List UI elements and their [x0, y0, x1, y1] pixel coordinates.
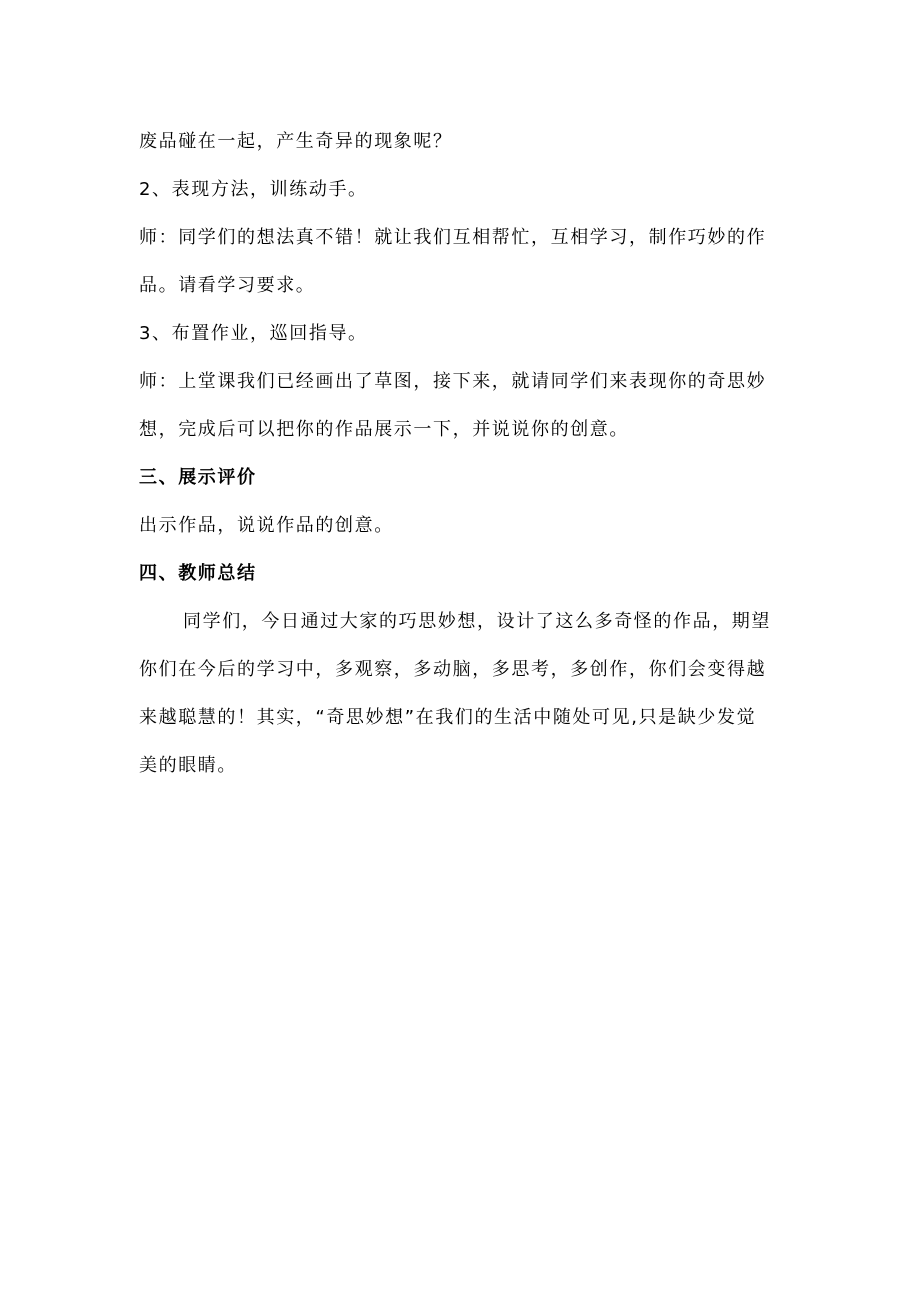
paragraph-line: 废品碰在一起，产生奇异的现象呢？ [139, 131, 453, 152]
paragraph-line: 想，完成后可以把你的作品展示一下，并说说你的创意。 [139, 419, 629, 440]
step-heading: 3、布置作业，巡回指导。 [139, 323, 368, 344]
step-heading: 2、表现方法，训练动手。 [139, 179, 368, 200]
section-heading: 三、展示评价 [139, 467, 257, 488]
paragraph-line: 来越聪慧的！其实，“奇思妙想”在我们的生活中随处可见,只是缺少发觉 [139, 707, 757, 728]
document-body [139, 118, 784, 790]
paragraph-line: 同学们，今日通过大家的巧思妙想，设计了这么多奇怪的作品，期望 [183, 611, 771, 632]
paragraph-line: 师：同学们的想法真不错！就让我们互相帮忙，互相学习，制作巧妙的作 [139, 227, 767, 248]
paragraph-line: 师：上堂课我们已经画出了草图，接下来，就请同学们来表现你的奇思妙 [139, 371, 767, 392]
section-heading: 四、教师总结 [139, 563, 257, 584]
paragraph-line: 美的眼睛。 [139, 755, 237, 776]
paragraph-line: 品。请看学习要求。 [139, 275, 316, 296]
paragraph-line: 你们在今后的学习中，多观察，多动脑，多思考，多创作，你们会变得越 [139, 659, 767, 680]
paragraph-line: 出示作品，说说作品的创意。 [139, 515, 394, 536]
